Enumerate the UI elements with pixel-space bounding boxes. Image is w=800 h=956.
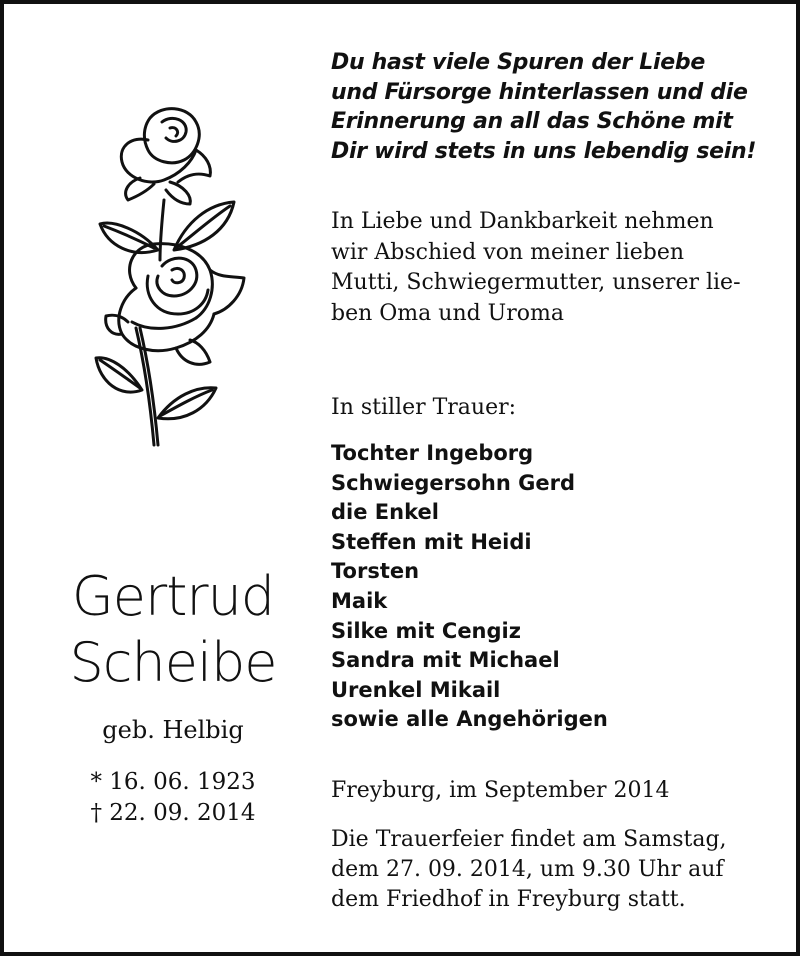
deceased-name xyxy=(44,564,302,696)
farewell-text xyxy=(331,207,761,329)
mourner-item: Torsten xyxy=(331,559,420,584)
mourner-item: Tochter Ingeborg xyxy=(331,441,534,465)
mourners-list xyxy=(331,439,761,735)
mourner-item: Maik xyxy=(331,588,388,613)
funeral-line: dem 27. 09. 2014, um 9.30 Uhr auf xyxy=(331,857,724,882)
farewell-line: Mutti, Schwiegermutter, unserer lie- xyxy=(331,270,741,295)
funeral-line: Die Trauerfeier findet am Samstag, xyxy=(331,827,727,852)
deceased-first-name: Gertrud xyxy=(71,565,275,628)
maiden-name: geb. Helbig xyxy=(102,716,244,744)
funeral-info xyxy=(331,825,756,915)
funeral-line: dem Friedhof in Freyburg statt. xyxy=(331,887,686,912)
mourner-item: Sandra mit Michael xyxy=(331,648,560,673)
death-date: † 22. 09. 2014 xyxy=(90,800,256,826)
rose-icon xyxy=(92,100,262,450)
quote-line: und Fürsorge hinterlassen und die xyxy=(331,79,748,105)
quote-line: Du hast viele Spuren der Liebe xyxy=(331,50,705,75)
quote-line: Dir wird stets in uns lebendig sein! xyxy=(331,138,757,164)
memorial-quote xyxy=(331,48,761,166)
farewell-line: wir Abschied von meiner lieben xyxy=(331,239,685,265)
place-date: Freyburg, im September 2014 xyxy=(331,778,670,803)
farewell-line: ben Oma und Uroma xyxy=(331,300,564,326)
life-dates xyxy=(44,767,302,829)
mourner-item: Silke mit Cengiz xyxy=(331,618,521,643)
mourner-item: Steffen mit Heidi xyxy=(331,529,532,554)
mourner-item: Schwiegersohn Gerd xyxy=(331,470,576,495)
mourner-item: die Enkel xyxy=(331,500,439,525)
quote-line: Erinnerung an all das Schöne mit xyxy=(331,109,733,134)
birth-date: * 16. 06. 1923 xyxy=(90,769,256,795)
mourner-item: sowie alle Angehörigen xyxy=(331,707,608,732)
deceased-last-name: Scheibe xyxy=(69,631,277,694)
mourner-item: Urenkel Mikail xyxy=(331,677,501,702)
mourning-label: In stiller Trauer: xyxy=(331,395,517,420)
farewell-line: In Liebe und Dankbarkeit nehmen xyxy=(331,209,714,234)
